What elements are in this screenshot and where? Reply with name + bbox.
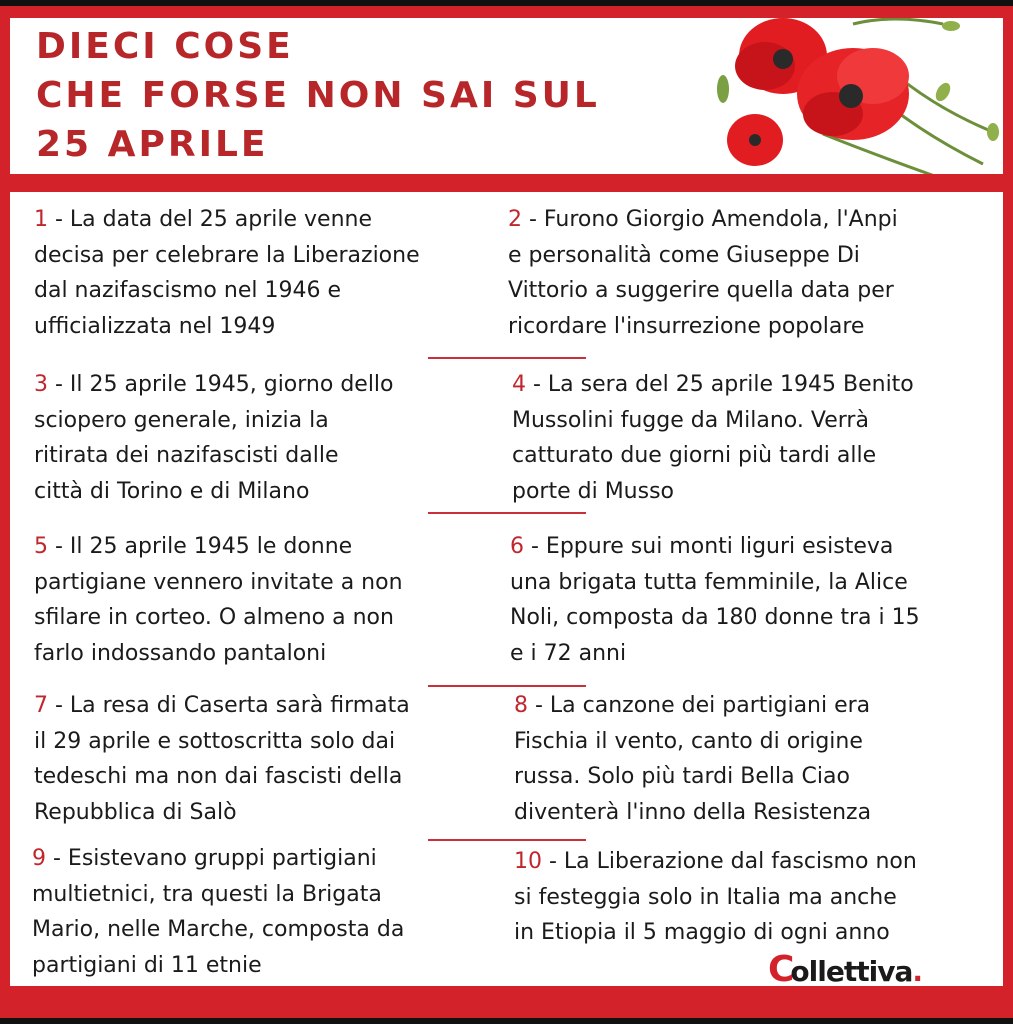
fact-number: 7: [34, 693, 48, 718]
title-line: CHE FORSE NON SAI SUL: [36, 75, 600, 116]
divider: [428, 357, 586, 359]
fact-2: 2 - Furono Giorgio Amendola, l'Anpi e personalità come Giuseppe Di Vittorio a suggerire quella data per ricordare l'insurrezione popolare: [508, 207, 898, 339]
fact-number: 8: [514, 693, 528, 718]
fact-3: 3 - Il 25 aprile 1945, giorno dello sciopero generale, inizia la ritirata dei nazifascisti dalle città di Torino e di Milano: [34, 372, 394, 504]
fact-6: 6 - Eppure sui monti liguri esisteva una brigata tutta femminile, la Alice Noli, composta da 180 donne tra i 15 e i 72 anni: [510, 534, 920, 666]
fact-10: 10 - La Liberazione dal fascismo non si festeggia solo in Italia ma anche in Etiopia il 5 maggio di ogni anno: [514, 849, 917, 945]
fact-4: 4 - La sera del 25 aprile 1945 Benito Mussolini fugge da Milano. Verrà catturato due giorni più tardi alle porte di Musso: [512, 372, 914, 504]
fact-number: 3: [34, 372, 48, 397]
fact-number: 1: [34, 207, 48, 232]
fact-number: 4: [512, 372, 526, 397]
fact-number: 6: [510, 534, 524, 559]
fact-1: 1 - La data del 25 aprile venne decisa per celebrare la Liberazione dal nazifascismo nel 1946 e ufficializzata nel 1949: [34, 207, 420, 339]
fact-9: 9 - Esistevano gruppi partigiani multietnici, tra questi la Brigata Mario, nelle Marche, composta da partigiani di 11 etnie: [32, 846, 405, 978]
fact-8: 8 - La canzone dei partigiani era Fischia il vento, canto di origine russa. Solo più tardi Bella Ciao diventerà l'inno della Resistenza: [514, 693, 872, 825]
fact-5: 5 - Il 25 aprile 1945 le donne partigiane vennero invitate a non sfilare in corteo. O almeno a non farlo indossando pantaloni: [34, 534, 403, 666]
collettiva-logo: Collettiva.: [768, 949, 922, 990]
fact-number: 9: [32, 846, 46, 871]
divider: [428, 512, 586, 514]
fact-7: 7 - La resa di Caserta sarà firmata il 29 aprile e sottoscritta solo dai tedeschi ma non dai fascisti della Repubblica di Salò: [34, 693, 410, 825]
title-line: 25 APRILE: [36, 124, 269, 165]
fact-number: 10: [514, 849, 542, 874]
page-title: [36, 22, 600, 169]
title-line: DIECI COSE: [36, 26, 294, 67]
poppies-illustration: [703, 18, 1003, 174]
header: [10, 18, 1003, 174]
fact-number: 5: [34, 534, 48, 559]
fact-number: 2: [508, 207, 522, 232]
divider: [428, 685, 586, 687]
